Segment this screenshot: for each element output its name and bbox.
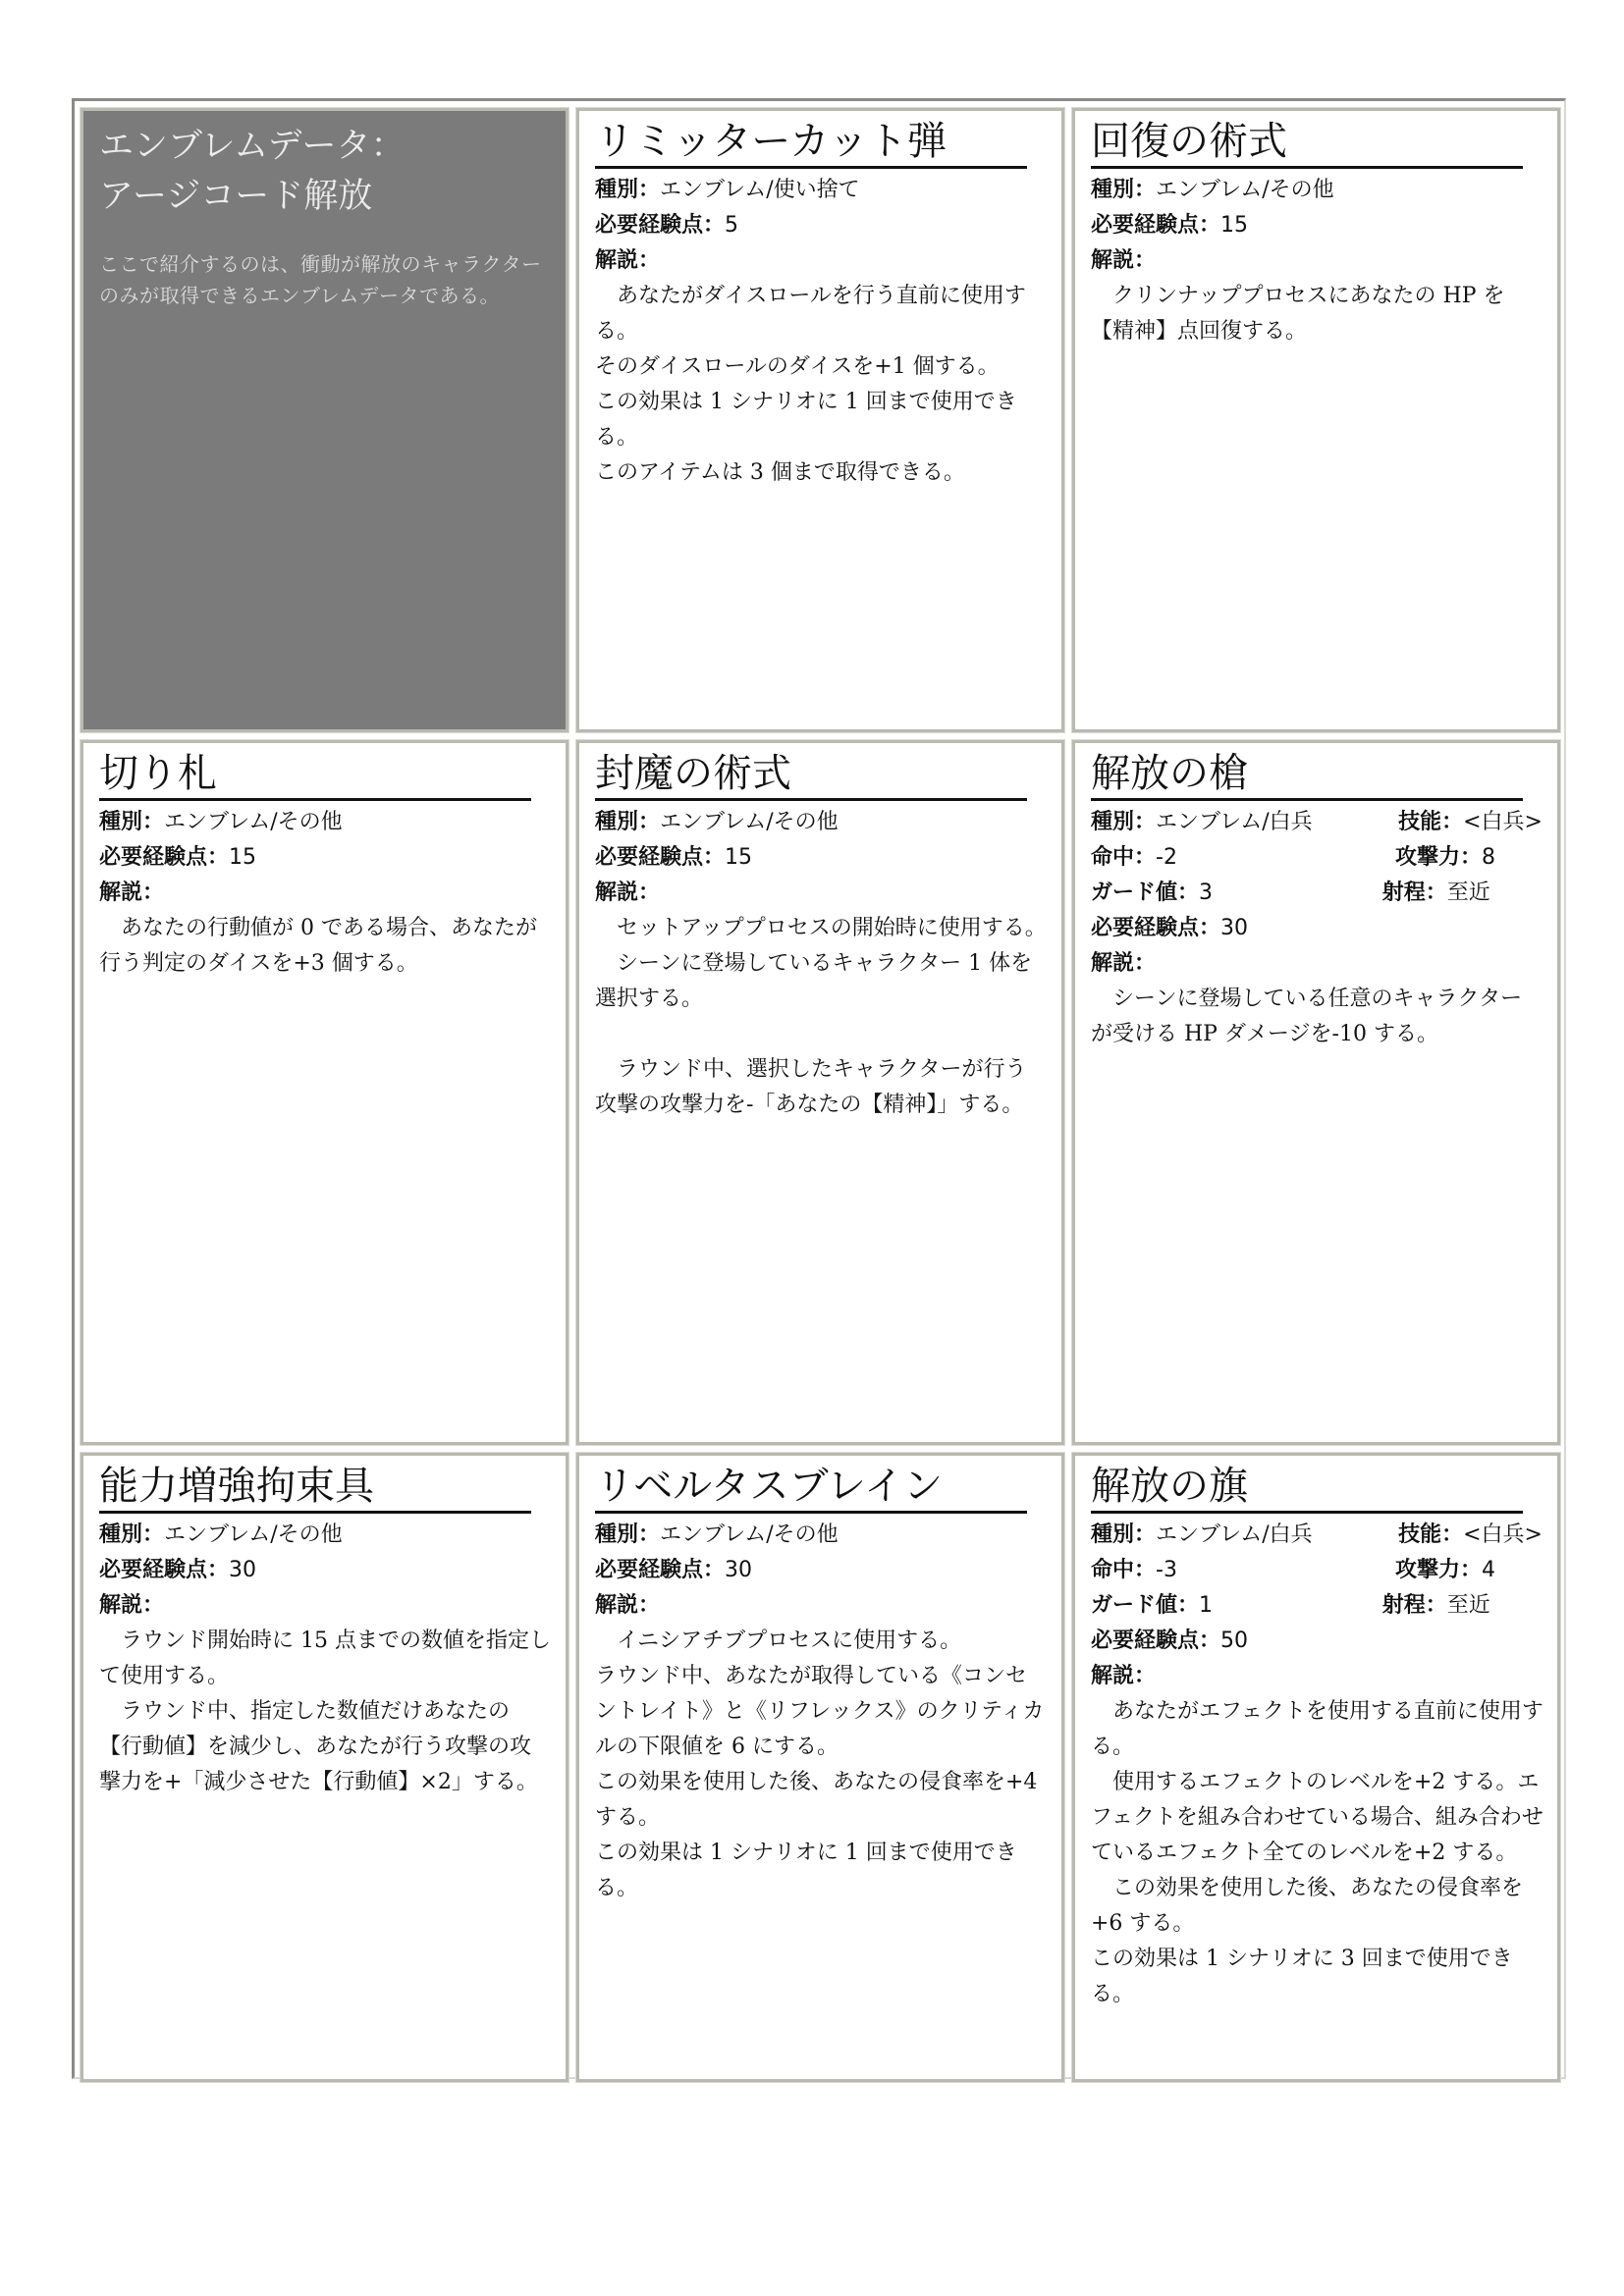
desc-label: 解説： — [595, 248, 661, 273]
desc-label: 解説： — [595, 881, 661, 905]
card-description — [1091, 279, 1543, 349]
exp-label: 必要経験点： — [595, 845, 726, 870]
desc-label: 解説： — [1091, 951, 1157, 976]
kind-value: エンブレム/その他 — [164, 810, 343, 834]
range-label: 射程： — [1381, 1593, 1447, 1618]
card-title: 能力増強拘束具 — [99, 1462, 531, 1514]
desc-line: 使用するエフェクトのレベルを+2 する。エフェクトを組み合わせている場合、組み合わせているエフェクト全てのレベルを+2 する。 — [1091, 1770, 1543, 1865]
exp-label: 必要経験点： — [99, 845, 230, 870]
card-title: 解放の槍 — [1091, 749, 1523, 801]
emblem-card-liberation-spear — [1072, 740, 1560, 1445]
emblem-card-recovery-spell — [1072, 108, 1560, 732]
emblem-card-sealing-spell — [576, 740, 1064, 1445]
exp-label: 必要経験点： — [595, 1558, 726, 1582]
hit-value: -2 — [1156, 845, 1177, 870]
desc-line: セットアッププロセスの開始時に使用する。 — [595, 916, 1047, 940]
kind-label: 種別： — [595, 810, 661, 834]
exp-value: 5 — [725, 213, 739, 238]
desc-label: 解説： — [1091, 248, 1157, 273]
emblem-card-power-restraint — [81, 1453, 568, 2082]
desc-label: 解説： — [1091, 1664, 1157, 1688]
kind-label: 種別： — [99, 810, 165, 834]
card-sheet — [72, 98, 1566, 2079]
desc-line: この効果を使用した後、あなたの侵食率を+4 する。 — [595, 1770, 1038, 1830]
attack-label: 攻撃力： — [1395, 845, 1483, 870]
exp-value: 15 — [229, 845, 257, 870]
desc-line: この効果は 1 シナリオに 3 回まで使用できる。 — [1091, 1947, 1513, 2006]
exp-value: 50 — [1220, 1629, 1249, 1653]
range-value: 至近 — [1446, 1593, 1490, 1618]
exp-label: 必要経験点： — [1091, 213, 1221, 238]
guard-value: 1 — [1199, 1593, 1214, 1618]
range-value: 至近 — [1446, 881, 1490, 905]
paragraph-gap — [595, 1017, 1048, 1052]
hit-label: 命中： — [1091, 1558, 1157, 1582]
card-description — [595, 911, 1048, 1123]
kind-value: エンブレム/白兵 — [1156, 810, 1313, 834]
hit-value: -3 — [1156, 1558, 1177, 1582]
card-description — [595, 1624, 1048, 1906]
desc-line: この効果は 1 シナリオに 1 回まで使用できる。 — [595, 1841, 1017, 1900]
intro-title-line2: アージコード解放 — [99, 177, 373, 216]
skill-value: <白兵> — [1463, 1522, 1543, 1547]
exp-value: 15 — [1220, 213, 1249, 238]
intro-card — [81, 108, 568, 732]
kind-label: 種別： — [1091, 1522, 1157, 1547]
kind-label: 種別： — [595, 1522, 661, 1547]
intro-description: ここで紹介するのは、衝動が解放のキャラクターのみが取得できるエンブレムデータである。 — [99, 252, 542, 307]
intro-title-line1: エンブレムデータ： — [99, 127, 406, 166]
desc-line: シーンに登場しているキャラクター 1 体を選択する。 — [595, 951, 1033, 1011]
skill-label: 技能： — [1398, 810, 1464, 834]
kind-label: 種別： — [595, 178, 661, 202]
kind-label: 種別： — [1091, 178, 1157, 202]
card-title: 回復の術式 — [1091, 117, 1523, 169]
exp-label: 必要経験点： — [1091, 1629, 1221, 1653]
emblem-card-trump-card — [81, 740, 568, 1445]
exp-value: 30 — [725, 1558, 753, 1582]
emblem-card-liberation-flag — [1072, 1453, 1560, 2082]
emblem-card-limiter-cut — [576, 108, 1064, 732]
desc-line: ラウンド中、選択したキャラクターが行う攻撃の攻撃力を-「あなたの【精神】」する。 — [595, 1057, 1027, 1117]
guard-value: 3 — [1199, 881, 1214, 905]
card-description — [99, 911, 552, 982]
kind-value: エンブレム/その他 — [1156, 178, 1334, 202]
kind-value: エンブレム/白兵 — [1156, 1522, 1313, 1547]
skill-label: 技能： — [1398, 1522, 1464, 1547]
desc-line: この効果を使用した後、あなたの侵食率を+6 する。 — [1091, 1876, 1524, 1936]
kind-label: 種別： — [1091, 810, 1157, 834]
card-title: 解放の旗 — [1091, 1462, 1523, 1514]
desc-line: ラウンド中、あなたが取得している《コンセントレイト》と《リフレックス》のクリティカルの下限値を 6 にする。 — [595, 1664, 1045, 1759]
desc-line: この効果は 1 シナリオに 1 回まで使用できる。 — [595, 390, 1017, 450]
card-title: 切り札 — [99, 749, 531, 801]
kind-value: エンブレム/その他 — [164, 1522, 343, 1547]
exp-value: 30 — [1220, 916, 1249, 940]
desc-line: このアイテムは 3 個まで取得できる。 — [595, 460, 965, 485]
desc-line: そのダイスロールのダイスを+1 個する。 — [595, 354, 1000, 379]
card-grid — [81, 108, 1560, 2082]
guard-label: ガード値： — [1091, 881, 1200, 905]
card-description — [1091, 982, 1543, 1052]
desc-label: 解説： — [595, 1593, 661, 1618]
emblem-card-libertas-brain — [576, 1453, 1064, 2082]
attack-value: 4 — [1482, 1558, 1496, 1582]
card-title: 封魔の術式 — [595, 749, 1027, 801]
card-title: リベルタスブレイン — [595, 1462, 1027, 1514]
skill-value: <白兵> — [1463, 810, 1543, 834]
desc-line: シーンに登場している任意のキャラクターが受ける HP ダメージを-10 する。 — [1091, 987, 1523, 1046]
kind-label: 種別： — [99, 1522, 165, 1547]
exp-value: 30 — [229, 1558, 257, 1582]
desc-label: 解説： — [99, 881, 165, 905]
desc-line: イニシアチブプロセスに使用する。 — [595, 1629, 962, 1653]
desc-line: ラウンド開始時に 15 点までの数値を指定して使用する。 — [99, 1629, 551, 1688]
guard-label: ガード値： — [1091, 1593, 1200, 1618]
card-description — [595, 279, 1048, 491]
desc-line: ラウンド中、指定した数値だけあなたの【行動値】を減少し、あなたが行う攻撃の攻撃力を+「減少させた【行動値】×2」する。 — [99, 1699, 538, 1794]
kind-value: エンブレム/その他 — [660, 1522, 839, 1547]
exp-value: 15 — [725, 845, 753, 870]
desc-line: クリンナッププロセスにあなたの HP を【精神】点回復する。 — [1091, 284, 1505, 344]
attack-label: 攻撃力： — [1395, 1558, 1483, 1582]
desc-line: あなたの行動値が 0 である場合、あなたが行う判定のダイスを+3 個する。 — [99, 916, 537, 976]
kind-value: エンブレム/その他 — [660, 810, 839, 834]
desc-label: 解説： — [99, 1593, 165, 1618]
kind-value: エンブレム/使い捨て — [660, 178, 860, 202]
exp-label: 必要経験点： — [99, 1558, 230, 1582]
card-description — [1091, 1694, 1543, 2012]
range-label: 射程： — [1381, 881, 1447, 905]
desc-line: あなたがダイスロールを行う直前に使用する。 — [595, 284, 1026, 344]
exp-label: 必要経験点： — [595, 213, 726, 238]
desc-line: あなたがエフェクトを使用する直前に使用する。 — [1091, 1699, 1543, 1759]
exp-label: 必要経験点： — [1091, 916, 1221, 940]
card-description — [99, 1624, 552, 1800]
hit-label: 命中： — [1091, 845, 1157, 870]
card-title: リミッターカット弾 — [595, 117, 1027, 169]
attack-value: 8 — [1482, 845, 1496, 870]
